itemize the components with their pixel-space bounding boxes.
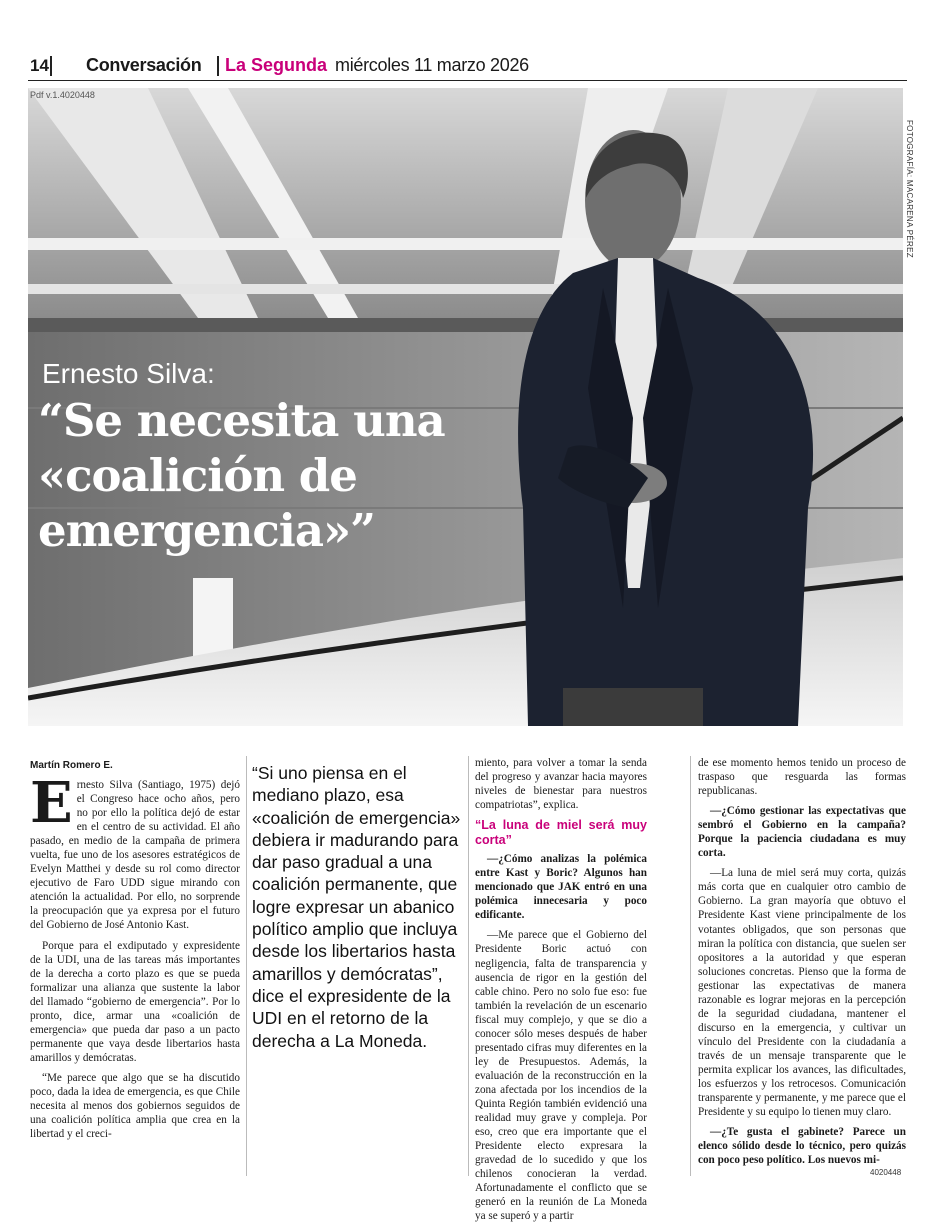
footer-code: 4020448 xyxy=(870,1168,902,1177)
column-divider xyxy=(246,756,247,1176)
interview-question: —¿Cómo analizas la polémica entre Kast y Boric? Algunos han mencionado que JAK entró en una polémica innecesaria y poco edificante. xyxy=(475,853,647,922)
subheading: “La luna de miel será muy corta” xyxy=(475,818,647,848)
headline-title: “Se necesita una «coalición de emergencia»” xyxy=(38,394,445,557)
headline-kicker: Ernesto Silva: xyxy=(42,358,215,389)
body-paragraph: Porque para el exdiputado y expresidente de la UDI, una de las tareas más importantes de la derecha a corto plazo es que se pueda formalizar una alianza que sustente la labor del llamado “gobierno de emergencia”. Por lo pronto, dice, armar una «coalición de emergencia» que pueda dar paso a un pacto permanente que vaya desde libertarios hasta amarillos y demócratas. xyxy=(30,939,240,1064)
article-column-3 xyxy=(475,756,647,1229)
interview-answer: —La luna de miel será muy corta, quizás más corta que en cualquier otro cambio de Gobierno. La gran mayoría que obtuvo el Presidente Kast viene principalmente de los votantes obligados, que son personas que miran la política con distancia, que suelen ser opositores a la autoridad y que esperan soluciones concretas. Pienso que la forma de gestionar las expectativas de manera razonable es lograr mejoras en la percepción de la seguridad ciudadana, mantener el discurso en la emergencia, y cultivar un vínculo del Presidente con la ciudadanía a través de un mensaje transparente que le permita explicar los avances, las dificultades, los esfuerzos y los retrocesos. Comunicación transparente y permanente, y me parece que el Presidente y su equipo lo tienen muy claro. xyxy=(698,867,906,1119)
lead-text: rnesto Silva (Santiago, 1975) dejó el Congreso hace ocho años, pero no por ello la política dejó de estar en el centro de su actividad. El año pasado, en medio de la campaña de primera vuelta, fue uno de los asesores estratégicos de Evelyn Matthei y desde su rol como director ejecutivo de Faro UDD sigue mirando con atención la actualidad. Por ello, no sorprende la preocupación que ya expresa por el futuro del Gobierno de José Antonio Kast. xyxy=(30,779,240,932)
interview-question: —¿Cómo gestionar las expectativas que sembró el Gobierno en la campaña? Porque la paciencia ciudadana es muy corta. xyxy=(698,805,906,860)
page-header xyxy=(28,52,907,82)
page-number: 14 xyxy=(30,56,49,75)
photo-credit-text: FOTOGRAFÍA: MACARENA PÉREZ xyxy=(905,120,914,258)
section-name: Conversación xyxy=(86,55,202,75)
header-divider xyxy=(50,56,52,76)
pull-quote: “Si uno piensa en el mediano plazo, esa «coalición de emergencia» debiera ir madurando para dar paso gradual a una coalición permanente, que logre expresar un abanico político amplio que incluya desde los libertarios hasta amarillos y demócratas”, dice el expresidente de la UDI en el retorno de la derecha a La Moneda. xyxy=(252,763,461,1051)
interview-question: —¿Te gusta el gabinete? Parece un elenco sólido desde lo técnico, pero quizás con poco peso político. Los nuevos mi- xyxy=(698,1126,906,1167)
body-paragraph: miento, para volver a tomar la senda del progreso y avanzar hacia mayores niveles de bienestar para nuestros compatriotas”, explica. xyxy=(475,757,647,812)
pdf-version: Pdf v.1.4020448 xyxy=(30,90,95,100)
photo-credit xyxy=(902,120,914,270)
column-divider xyxy=(690,756,691,1176)
issue-date: miércoles 11 marzo 2026 xyxy=(335,55,529,75)
column-divider xyxy=(468,756,469,1176)
byline: Martín Romero E. xyxy=(30,760,113,771)
article-column-1 xyxy=(30,770,240,1147)
drop-cap: E xyxy=(30,770,73,836)
lead-paragraph xyxy=(30,770,240,933)
newspaper-brand: La Segunda xyxy=(225,55,328,75)
header-rule xyxy=(28,80,907,81)
header-divider xyxy=(217,56,219,76)
body-paragraph: de ese momento hemos tenido un proceso de traspaso que resguarda las formas republicanas. xyxy=(698,757,906,798)
article-column-4 xyxy=(698,756,906,1173)
interview-answer: —Me parece que el Gobierno del Presidente Boric actuó con negligencia, falta de transparencia y ausencia de rigor en la gestión del cable chino. Pero no solo fue eso: fue también la revelación de un escenario fiscal muy complejo, y que se dio a conocer sólo meses después de haber presentado cifras muy diferentes en la ley de Presupuestos. Además, la evaluación de la reconstrucción en la zona afectada por los incendios de la Quinta Región también evidenció una realidad muy grave y compleja. Por eso, creo que era importante que el Presidente electo expresara la gravedad de lo sucedido y que los chilenos conocieran la verdad. Afortunadamente el conflicto que se generó en la reunión de La Moneda ya se superó y a partir xyxy=(475,929,647,1223)
body-paragraph: “Me parece que algo que se ha discutido poco, dada la idea de emergencia, es que Chile necesita al menos dos gobiernos seguidos de una coalición política amplia que crea en la libertad y el creci- xyxy=(30,1071,240,1141)
